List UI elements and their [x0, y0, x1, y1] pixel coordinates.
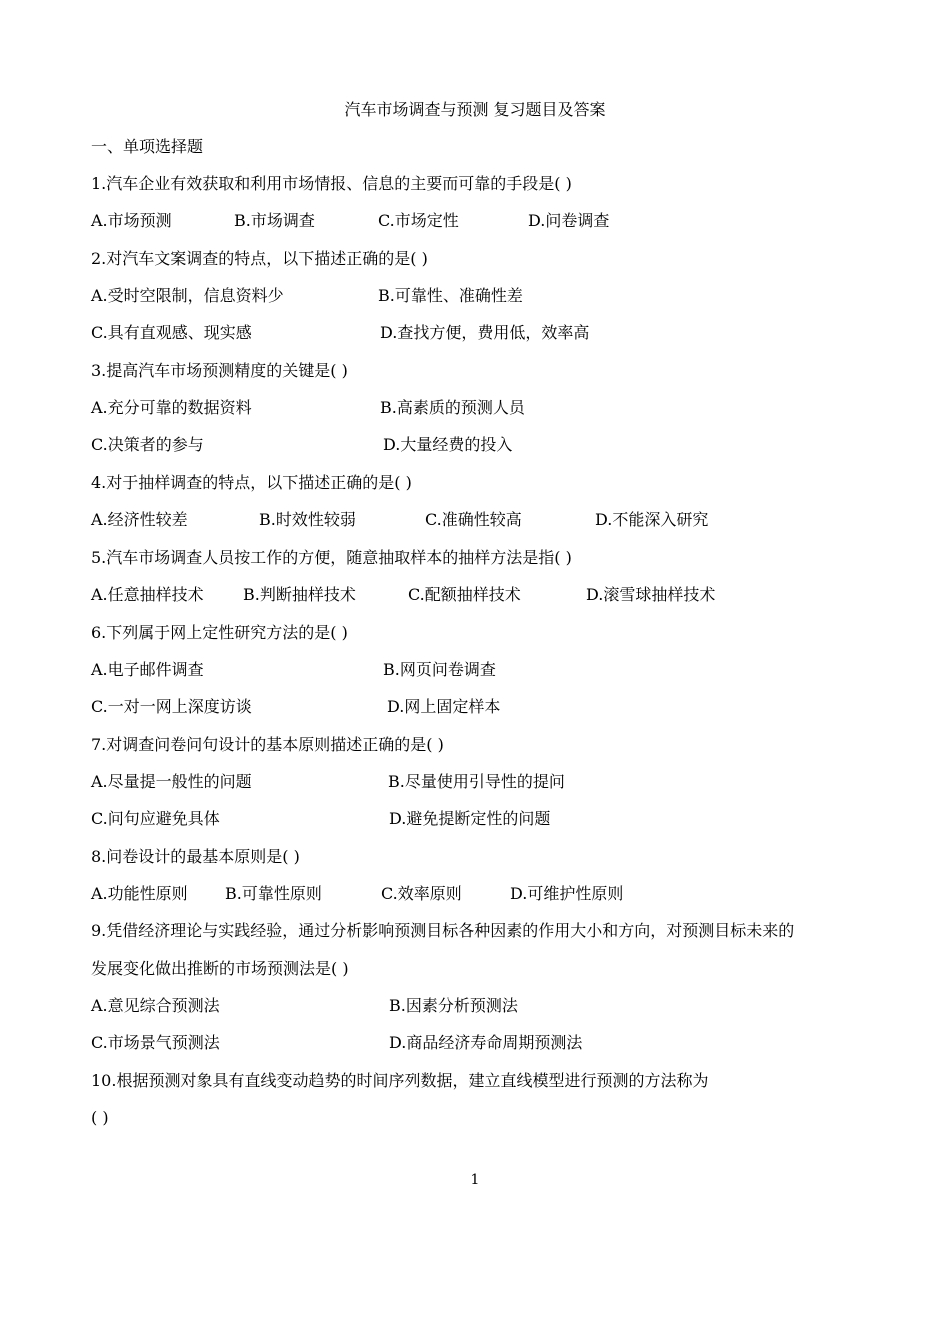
question-stem: 4.对于抽样调查的特点，以下描述正确的是( ) [91, 473, 412, 492]
option-c: C.决策者的参与 [91, 435, 204, 454]
question-stem: 2.对汽车文案调查的特点，以下描述正确的是( ) [91, 249, 428, 268]
option-d: D.不能深入研究 [595, 510, 709, 529]
option-a: A.任意抽样技术 [91, 585, 204, 604]
question-stem: 6.下列属于网上定性研究方法的是( ) [91, 623, 348, 642]
option-d: D.大量经费的投入 [383, 435, 513, 454]
option-d: D.网上固定样本 [387, 697, 501, 716]
question-stem: 5.汽车市场调查人员按工作的方便，随意抽取样本的抽样方法是指( ) [91, 548, 572, 567]
option-d: D.避免提断定性的问题 [389, 809, 551, 828]
option-d: D.问卷调查 [528, 211, 610, 230]
page-number: 1 [470, 1172, 480, 1188]
option-a: A.电子邮件调查 [91, 660, 204, 679]
option-b: B.因素分析预测法 [389, 996, 518, 1015]
section-heading: 一、单项选择题 [91, 137, 204, 156]
option-a: A.经济性较差 [91, 510, 188, 529]
option-b: B.高素质的预测人员 [380, 398, 525, 417]
option-c: C.配额抽样技术 [408, 585, 521, 604]
option-b: B.可靠性、准确性差 [378, 286, 523, 305]
option-a: A.意见综合预测法 [91, 996, 220, 1015]
question-stem-line-1: 10.根据预测对象具有直线变动趋势的时间序列数据，建立直线模型进行预测的方法称为 [91, 1071, 709, 1090]
question-stem-line-1: 9.凭借经济理论与实践经验，通过分析影响预测目标各种因素的作用大小和方向，对预测目标未来的 [91, 921, 795, 940]
question-stem: 7.对调查问卷问句设计的基本原则描述正确的是( ) [91, 735, 444, 754]
option-b: B.判断抽样技术 [243, 585, 356, 604]
option-b: B.可靠性原则 [225, 884, 322, 903]
option-a: A.功能性原则 [91, 884, 188, 903]
question-stem: 8.问卷设计的最基本原则是( ) [91, 847, 300, 866]
option-a: A.市场预测 [91, 211, 172, 230]
option-b: B.尽量使用引导性的提问 [388, 772, 565, 791]
option-a: A.尽量提一般性的问题 [91, 772, 252, 791]
option-d: D.可维护性原则 [510, 884, 624, 903]
document-title: 汽车市场调查与预测 复习题目及答案 [344, 100, 606, 119]
question-stem: 3.提高汽车市场预测精度的关键是( ) [91, 361, 348, 380]
option-b: B.时效性较弱 [259, 510, 356, 529]
question-stem-line-2: 发展变化做出推断的市场预测法是( ) [91, 959, 349, 978]
question-stem: 1.汽车企业有效获取和利用市场情报、信息的主要而可靠的手段是( ) [91, 174, 572, 193]
option-d: D.滚雪球抽样技术 [586, 585, 716, 604]
option-d: D.商品经济寿命周期预测法 [389, 1033, 583, 1052]
option-b: B.网页问卷调查 [383, 660, 496, 679]
option-a: A.充分可靠的数据资料 [91, 398, 252, 417]
option-c: C.效率原则 [381, 884, 462, 903]
option-c: C.准确性较高 [425, 510, 522, 529]
option-c: C.具有直观感、现实感 [91, 323, 252, 342]
option-c: C.一对一网上深度访谈 [91, 697, 252, 716]
question-stem-line-2: ( ) [91, 1108, 109, 1127]
option-a: A.受时空限制，信息资料少 [91, 286, 284, 305]
option-d: D.查找方便，费用低，效率高 [380, 323, 590, 342]
option-b: B.市场调查 [234, 211, 315, 230]
option-c: C.问句应避免具体 [91, 809, 220, 828]
option-c: C.市场景气预测法 [91, 1033, 220, 1052]
option-c: C.市场定性 [378, 211, 459, 230]
